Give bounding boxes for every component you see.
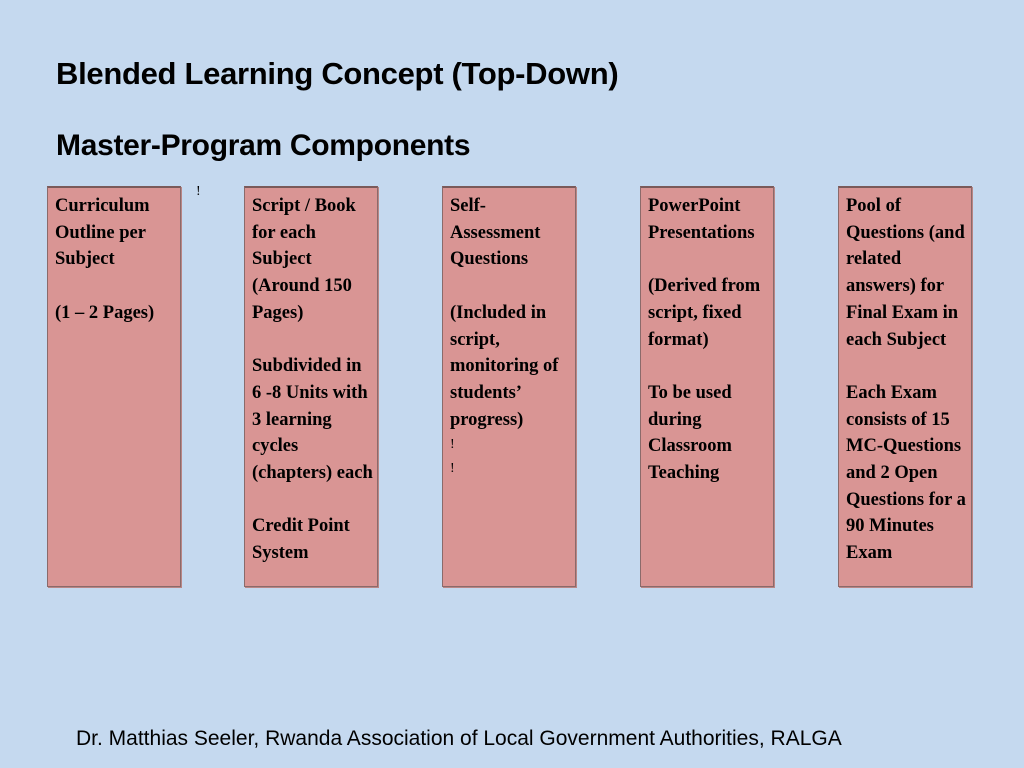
component-box-self-assessment xyxy=(442,186,576,587)
component-text: Self-Assessment Questions xyxy=(450,196,541,270)
component-text: (1 – 2 Pages) xyxy=(55,302,155,323)
component-text: Curriculum Outline per Subject xyxy=(55,196,150,270)
component-box-script-book xyxy=(244,186,378,587)
footer-organization: Rwanda Association of Local Government Authorities, RALGA xyxy=(259,727,842,750)
component-box-question-pool xyxy=(838,186,972,587)
component-mark: ! xyxy=(450,437,455,453)
stray-mark: ! xyxy=(196,184,201,199)
component-text: To be used during Classroom Teaching xyxy=(648,382,732,483)
component-mark: ! xyxy=(450,461,455,477)
component-text: (Included in script, monitoring of students’ progress) xyxy=(450,302,559,430)
slide-title: Blended Learning Concept (Top-Down) xyxy=(56,56,619,91)
slide-subtitle: Master-Program Components xyxy=(56,129,471,162)
component-box-powerpoint xyxy=(640,186,774,587)
component-text: Script / Book for each Subject (Around 150 Pages) xyxy=(252,196,356,323)
component-text: (Derived from script, fixed format) xyxy=(648,276,761,350)
component-text: Subdivided in 6 -8 Units with 3 learning cycles (chapters) each xyxy=(252,356,373,484)
footer xyxy=(76,727,842,751)
component-text: Pool of Questions (and related answers) for Final Exam in each Subject xyxy=(846,196,965,350)
footer-author: Dr. Matthias Seeler, xyxy=(76,727,260,750)
component-text: Each Exam consists of 15 MC-Questions and 2 Open Questions for a 90 Minutes Exam xyxy=(846,382,966,564)
component-box-curriculum-outline xyxy=(47,186,181,587)
component-text: Credit Point System xyxy=(252,516,350,564)
component-text: PowerPoint Presentations xyxy=(648,196,755,243)
